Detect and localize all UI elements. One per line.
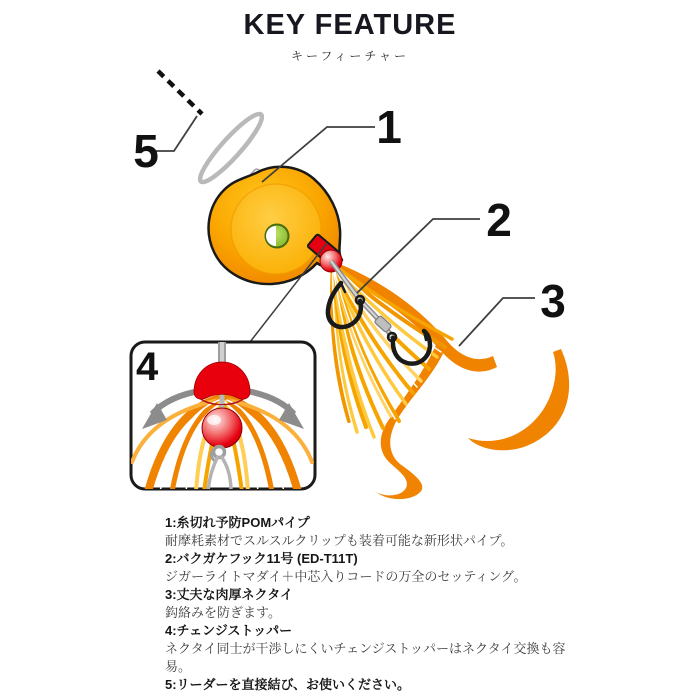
feature-list (165, 514, 585, 694)
feature-description: ネクタイ同士が干渉しにくいチェンジストッパーはネクタイ交換も容易。 (165, 641, 566, 674)
feature-heading: 3:丈夫な肉厚ネクタイ (165, 587, 294, 602)
callout-number-1: 1 (376, 101, 402, 153)
callout-number-2: 2 (486, 194, 512, 246)
feature-heading: 2:バクガケフック11号 (ED-T11T) (165, 551, 358, 566)
feature-heading: 4:チェンジストッパー (165, 623, 293, 638)
inset-box (131, 340, 315, 492)
callout-number-5: 5 (133, 125, 159, 177)
feature-heading: 1:糸切れ予防POMパイプ (165, 515, 310, 530)
callout-number-3: 3 (540, 275, 566, 327)
feature-description: 鈎絡みを防ぎます。 (165, 605, 281, 620)
feature-heading: 5:リーダーを直接結び、お使いください。 (165, 677, 411, 692)
callout-line-3 (459, 298, 535, 346)
feature-description: 耐摩耗素材でスルスルクリップも装着可能な新形状パイプ。 (165, 533, 514, 548)
callout-number-4: 4 (136, 345, 159, 389)
inset-bead (202, 408, 242, 448)
leader-line (158, 71, 202, 114)
page-subtitle: キーフィーチャー (290, 49, 410, 64)
lure-eye (266, 225, 289, 248)
page-title: KEY FEATURE (243, 9, 457, 41)
feature-description: ジガーライトマダイ＋中芯入りコードの万全のセッティング。 (165, 569, 527, 584)
